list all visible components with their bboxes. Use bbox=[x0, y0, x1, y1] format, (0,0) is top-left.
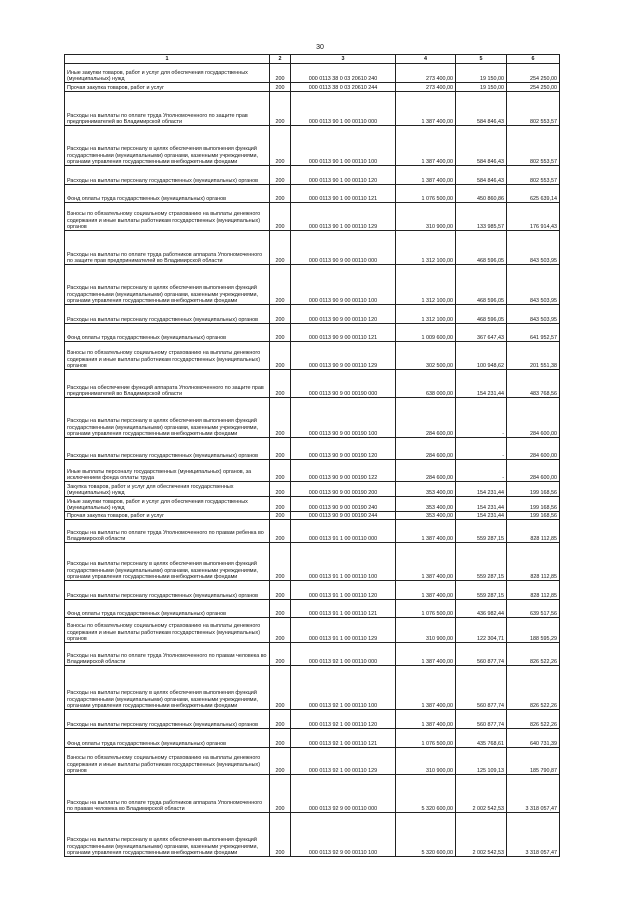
approved-amount-cell: 1 387 400,00 bbox=[396, 710, 456, 729]
unexecuted-amount-cell: 843 503,95 bbox=[507, 265, 560, 305]
expense-name-cell: Закупка товаров, работ и услуг для обеспечения государственных (муниципальных) нужд bbox=[65, 482, 270, 497]
table-row bbox=[65, 543, 560, 581]
unexecuted-amount-cell: 199 168,56 bbox=[507, 512, 560, 520]
table-row bbox=[65, 126, 560, 166]
expense-name-cell: Взносы по обязательному социальному страхованию на выплаты денежного содержания и иные выплаты работникам государственных (муниципальных) органов bbox=[65, 203, 270, 231]
expense-name-cell: Фонд оплаты труда государственных (муниципальных) органов bbox=[65, 600, 270, 618]
approved-amount-cell: 1 387 400,00 bbox=[396, 166, 456, 185]
admin-code-cell: 200 bbox=[270, 581, 291, 600]
admin-code-cell: 200 bbox=[270, 342, 291, 370]
executed-amount-cell: 154 231,44 bbox=[456, 497, 507, 512]
table-row bbox=[65, 813, 560, 857]
expense-name-cell: Расходы на выплаты по оплате труда работников аппарата Уполномоченного по правам человека во Владимирской области bbox=[65, 775, 270, 813]
budget-classification-code-cell: 000 0113 91 1 00 00110 000 bbox=[291, 520, 396, 543]
executed-amount-cell: 154 231,44 bbox=[456, 370, 507, 398]
executed-amount-cell: 450 860,86 bbox=[456, 185, 507, 203]
executed-amount-cell: 435 768,61 bbox=[456, 729, 507, 748]
unexecuted-amount-cell: 826 522,26 bbox=[507, 666, 560, 710]
budget-classification-code-cell: 000 0113 92 1 00 00110 121 bbox=[291, 729, 396, 748]
admin-code-cell: 200 bbox=[270, 398, 291, 438]
unexecuted-amount-cell: 284 600,00 bbox=[507, 460, 560, 482]
expense-name-cell: Иные закупки товаров, работ и услуг для обеспечения государственных (муниципальных) нужд bbox=[65, 497, 270, 512]
unexecuted-amount-cell: 201 551,38 bbox=[507, 342, 560, 370]
executed-amount-cell: - bbox=[456, 398, 507, 438]
admin-code-cell: 200 bbox=[270, 497, 291, 512]
executed-amount-cell: 584 846,43 bbox=[456, 126, 507, 166]
budget-classification-code-cell: 000 0113 91 1 00 00110 100 bbox=[291, 543, 396, 581]
table-row bbox=[65, 203, 560, 231]
admin-code-cell: 200 bbox=[270, 126, 291, 166]
budget-classification-code-cell: 000 0113 38 0 03 20610 240 bbox=[291, 64, 396, 83]
table-row bbox=[65, 305, 560, 324]
approved-amount-cell: 5 320 600,00 bbox=[396, 775, 456, 813]
admin-code-cell: 200 bbox=[270, 83, 291, 92]
table-row bbox=[65, 265, 560, 305]
expense-name-cell: Расходы на выплаты по оплате труда Уполномоченного по правам человека во Владимирской области bbox=[65, 643, 270, 666]
budget-execution-table bbox=[64, 54, 560, 857]
approved-amount-cell: 5 320 600,00 bbox=[396, 813, 456, 857]
approved-amount-cell: 1 387 400,00 bbox=[396, 666, 456, 710]
executed-amount-cell: 2 002 542,53 bbox=[456, 813, 507, 857]
admin-code-cell: 200 bbox=[270, 64, 291, 83]
expense-name-cell: Расходы на выплаты персоналу в целях обеспечения выполнения функций государственными (муниципальными) органами, казенными учреждениями, органами управления государственными внебюджетными фондами bbox=[65, 126, 270, 166]
table-body bbox=[65, 64, 560, 857]
expense-name-cell: Фонд оплаты труда государственных (муниципальных) органов bbox=[65, 729, 270, 748]
approved-amount-cell: 1 387 400,00 bbox=[396, 520, 456, 543]
expense-name-cell: Расходы на выплаты персоналу государственных (муниципальных) органов bbox=[65, 581, 270, 600]
table-row bbox=[65, 581, 560, 600]
table-row bbox=[65, 83, 560, 92]
budget-classification-code-cell: 000 0113 90 9 00 00110 120 bbox=[291, 305, 396, 324]
approved-amount-cell: 310 900,00 bbox=[396, 748, 456, 775]
approved-amount-cell: 1 076 500,00 bbox=[396, 600, 456, 618]
table-row bbox=[65, 600, 560, 618]
budget-classification-code-cell: 000 0113 90 9 00 00190 122 bbox=[291, 460, 396, 482]
budget-classification-code-cell: 000 0113 90 9 00 00190 100 bbox=[291, 398, 396, 438]
executed-amount-cell: - bbox=[456, 438, 507, 460]
executed-amount-cell: 436 982,44 bbox=[456, 600, 507, 618]
expense-name-cell: Взносы по обязательному социальному страхованию на выплаты денежного содержания и иные выплаты работникам государственных (муниципальных) органов bbox=[65, 342, 270, 370]
table-row bbox=[65, 482, 560, 497]
admin-code-cell: 200 bbox=[270, 775, 291, 813]
executed-amount-cell: 584 846,43 bbox=[456, 166, 507, 185]
column-header: 5 bbox=[456, 55, 507, 64]
executed-amount-cell: 559 287,15 bbox=[456, 520, 507, 543]
expense-name-cell: Расходы на выплаты персоналу государственных (муниципальных) органов bbox=[65, 438, 270, 460]
executed-amount-cell: 122 304,71 bbox=[456, 618, 507, 643]
expense-name-cell: Расходы на выплаты персоналу в целях обеспечения выполнения функций государственными (муниципальными) органами, казенными учреждениями, органами управления государственными внебюджетными фондами bbox=[65, 543, 270, 581]
executed-amount-cell: 19 150,00 bbox=[456, 83, 507, 92]
executed-amount-cell: 133 985,57 bbox=[456, 203, 507, 231]
expense-name-cell: Расходы на выплаты персоналу государственных (муниципальных) органов bbox=[65, 166, 270, 185]
expense-name-cell: Расходы на выплаты персоналу государственных (муниципальных) органов bbox=[65, 710, 270, 729]
table-row bbox=[65, 643, 560, 666]
budget-classification-code-cell: 000 0113 90 9 00 00110 100 bbox=[291, 265, 396, 305]
expense-name-cell: Расходы на выплаты персоналу в целях обеспечения выполнения функций государственными (муниципальными) органами, казенными учреждениями, органами управления государственными внебюджетными фондами bbox=[65, 666, 270, 710]
approved-amount-cell: 1 387 400,00 bbox=[396, 92, 456, 126]
table-row bbox=[65, 729, 560, 748]
budget-classification-code-cell: 000 0113 90 9 00 00190 244 bbox=[291, 512, 396, 520]
budget-classification-code-cell: 000 0113 92 1 00 00110 000 bbox=[291, 643, 396, 666]
unexecuted-amount-cell: 641 952,57 bbox=[507, 324, 560, 342]
approved-amount-cell: 1 387 400,00 bbox=[396, 643, 456, 666]
approved-amount-cell: 1 312 100,00 bbox=[396, 265, 456, 305]
unexecuted-amount-cell: 826 522,26 bbox=[507, 710, 560, 729]
unexecuted-amount-cell: 802 553,57 bbox=[507, 166, 560, 185]
expense-name-cell: Расходы на выплаты по оплате труда работников аппарата Уполномоченного по защите прав предпринимателей во Владимирской области bbox=[65, 231, 270, 265]
approved-amount-cell: 310 900,00 bbox=[396, 203, 456, 231]
column-header: 6 bbox=[507, 55, 560, 64]
admin-code-cell: 200 bbox=[270, 92, 291, 126]
unexecuted-amount-cell: 639 517,56 bbox=[507, 600, 560, 618]
expense-name-cell: Расходы на выплаты по оплате труда Уполномоченного по правам ребенка во Владимирской области bbox=[65, 520, 270, 543]
unexecuted-amount-cell: 802 553,57 bbox=[507, 92, 560, 126]
admin-code-cell: 200 bbox=[270, 324, 291, 342]
budget-classification-code-cell: 000 0113 90 9 00 00110 000 bbox=[291, 231, 396, 265]
executed-amount-cell: 559 287,15 bbox=[456, 543, 507, 581]
executed-amount-cell: 100 948,62 bbox=[456, 342, 507, 370]
approved-amount-cell: 353 400,00 bbox=[396, 482, 456, 497]
budget-classification-code-cell: 000 0113 90 9 00 00190 240 bbox=[291, 497, 396, 512]
approved-amount-cell: 284 600,00 bbox=[396, 398, 456, 438]
table-row bbox=[65, 370, 560, 398]
admin-code-cell: 200 bbox=[270, 512, 291, 520]
expense-name-cell: Расходы на выплаты по оплате труда Уполномоченного по защите прав предпринимателей во Владимирской области bbox=[65, 92, 270, 126]
admin-code-cell: 200 bbox=[270, 618, 291, 643]
table-row bbox=[65, 64, 560, 83]
admin-code-cell: 200 bbox=[270, 600, 291, 618]
admin-code-cell: 200 bbox=[270, 813, 291, 857]
approved-amount-cell: 1 387 400,00 bbox=[396, 126, 456, 166]
executed-amount-cell: 468 596,05 bbox=[456, 231, 507, 265]
table-row bbox=[65, 166, 560, 185]
unexecuted-amount-cell: 284 600,00 bbox=[507, 398, 560, 438]
table-row bbox=[65, 618, 560, 643]
table-row bbox=[65, 185, 560, 203]
approved-amount-cell: 284 600,00 bbox=[396, 460, 456, 482]
unexecuted-amount-cell: 625 639,14 bbox=[507, 185, 560, 203]
approved-amount-cell: 353 400,00 bbox=[396, 512, 456, 520]
approved-amount-cell: 1 076 500,00 bbox=[396, 185, 456, 203]
unexecuted-amount-cell: 843 503,95 bbox=[507, 305, 560, 324]
admin-code-cell: 200 bbox=[270, 729, 291, 748]
admin-code-cell: 200 bbox=[270, 305, 291, 324]
budget-classification-code-cell: 000 0113 91 1 00 00110 129 bbox=[291, 618, 396, 643]
approved-amount-cell: 353 400,00 bbox=[396, 497, 456, 512]
table-row bbox=[65, 497, 560, 512]
unexecuted-amount-cell: 176 914,43 bbox=[507, 203, 560, 231]
table-row bbox=[65, 92, 560, 126]
budget-classification-code-cell: 000 0113 90 1 00 00110 120 bbox=[291, 166, 396, 185]
unexecuted-amount-cell: 640 731,39 bbox=[507, 729, 560, 748]
table-row bbox=[65, 324, 560, 342]
budget-classification-code-cell: 000 0113 38 0 03 20610 244 bbox=[291, 83, 396, 92]
approved-amount-cell: 1 312 100,00 bbox=[396, 231, 456, 265]
admin-code-cell: 200 bbox=[270, 203, 291, 231]
expense-name-cell: Иные выплаты персоналу государственных (муниципальных) органов, за исключением фонда оплаты труда bbox=[65, 460, 270, 482]
table-row bbox=[65, 666, 560, 710]
admin-code-cell: 200 bbox=[270, 520, 291, 543]
admin-code-cell: 200 bbox=[270, 231, 291, 265]
budget-classification-code-cell: 000 0113 90 1 00 00110 000 bbox=[291, 92, 396, 126]
unexecuted-amount-cell: 188 595,29 bbox=[507, 618, 560, 643]
budget-classification-code-cell: 000 0113 90 1 00 00110 129 bbox=[291, 203, 396, 231]
executed-amount-cell: 560 877,74 bbox=[456, 710, 507, 729]
expense-name-cell: Прочая закупка товаров, работ и услуг bbox=[65, 512, 270, 520]
column-header: 4 bbox=[396, 55, 456, 64]
table-row bbox=[65, 398, 560, 438]
executed-amount-cell: 468 596,05 bbox=[456, 305, 507, 324]
column-number-row bbox=[65, 55, 560, 64]
unexecuted-amount-cell: 185 790,87 bbox=[507, 748, 560, 775]
executed-amount-cell: 559 287,15 bbox=[456, 581, 507, 600]
budget-classification-code-cell: 000 0113 90 9 00 00110 121 bbox=[291, 324, 396, 342]
unexecuted-amount-cell: 483 768,56 bbox=[507, 370, 560, 398]
executed-amount-cell: 125 109,13 bbox=[456, 748, 507, 775]
executed-amount-cell: 2 002 542,53 bbox=[456, 775, 507, 813]
unexecuted-amount-cell: 802 553,57 bbox=[507, 126, 560, 166]
table-row bbox=[65, 460, 560, 482]
table-row bbox=[65, 748, 560, 775]
unexecuted-amount-cell: 199 168,56 bbox=[507, 482, 560, 497]
approved-amount-cell: 284 600,00 bbox=[396, 438, 456, 460]
expense-name-cell: Взносы по обязательному социальному страхованию на выплаты денежного содержания и иные выплаты работникам государственных (муниципальных) органов bbox=[65, 748, 270, 775]
budget-classification-code-cell: 000 0113 90 9 00 00110 129 bbox=[291, 342, 396, 370]
page-number: 30 bbox=[316, 44, 324, 51]
unexecuted-amount-cell: 843 503,95 bbox=[507, 231, 560, 265]
approved-amount-cell: 1 387 400,00 bbox=[396, 581, 456, 600]
expense-name-cell: Расходы на выплаты персоналу в целях обеспечения выполнения функций государственными (муниципальными) органами, казенными учреждениями, органами управления государственными внебюджетными фондами bbox=[65, 813, 270, 857]
admin-code-cell: 200 bbox=[270, 482, 291, 497]
approved-amount-cell: 1 009 600,00 bbox=[396, 324, 456, 342]
budget-classification-code-cell: 000 0113 92 1 00 00110 120 bbox=[291, 710, 396, 729]
admin-code-cell: 200 bbox=[270, 370, 291, 398]
executed-amount-cell: 154 231,44 bbox=[456, 482, 507, 497]
unexecuted-amount-cell: 3 318 057,47 bbox=[507, 775, 560, 813]
column-header: 2 bbox=[270, 55, 291, 64]
budget-classification-code-cell: 000 0113 91 1 00 00110 121 bbox=[291, 600, 396, 618]
admin-code-cell: 200 bbox=[270, 438, 291, 460]
table-row bbox=[65, 710, 560, 729]
unexecuted-amount-cell: 3 318 057,47 bbox=[507, 813, 560, 857]
expense-name-cell: Фонд оплаты труда государственных (муниципальных) органов bbox=[65, 185, 270, 203]
admin-code-cell: 200 bbox=[270, 185, 291, 203]
approved-amount-cell: 1 076 500,00 bbox=[396, 729, 456, 748]
unexecuted-amount-cell: 284 600,00 bbox=[507, 438, 560, 460]
unexecuted-amount-cell: 199 168,56 bbox=[507, 497, 560, 512]
approved-amount-cell: 302 500,00 bbox=[396, 342, 456, 370]
unexecuted-amount-cell: 826 522,26 bbox=[507, 643, 560, 666]
expense-name-cell: Взносы по обязательному социальному страхованию на выплаты денежного содержания и иные выплаты работникам государственных (муниципальных) органов bbox=[65, 618, 270, 643]
expense-name-cell: Расходы на выплаты персоналу в целях обеспечения выполнения функций государственными (муниципальными) органами, казенными учреждениями, органами управления государственными внебюджетными фондами bbox=[65, 398, 270, 438]
executed-amount-cell: 560 877,74 bbox=[456, 643, 507, 666]
expense-name-cell: Расходы на выплаты персоналу в целях обеспечения выполнения функций государственными (муниципальными) органами, казенными учреждениями, органами управления государственными внебюджетными фондами bbox=[65, 265, 270, 305]
executed-amount-cell: 367 647,43 bbox=[456, 324, 507, 342]
budget-classification-code-cell: 000 0113 90 9 00 00190 120 bbox=[291, 438, 396, 460]
unexecuted-amount-cell: 254 250,00 bbox=[507, 83, 560, 92]
budget-classification-code-cell: 000 0113 92 1 00 00110 129 bbox=[291, 748, 396, 775]
admin-code-cell: 200 bbox=[270, 643, 291, 666]
executed-amount-cell: 584 846,43 bbox=[456, 92, 507, 126]
budget-classification-code-cell: 000 0113 90 9 00 00190 000 bbox=[291, 370, 396, 398]
approved-amount-cell: 638 000,00 bbox=[396, 370, 456, 398]
budget-classification-code-cell: 000 0113 90 1 00 00110 100 bbox=[291, 126, 396, 166]
expense-name-cell: Иные закупки товаров, работ и услуг для обеспечения государственных (муниципальных) нужд bbox=[65, 64, 270, 83]
table-row bbox=[65, 438, 560, 460]
unexecuted-amount-cell: 828 112,85 bbox=[507, 543, 560, 581]
budget-classification-code-cell: 000 0113 92 1 00 00110 100 bbox=[291, 666, 396, 710]
executed-amount-cell: 154 231,44 bbox=[456, 512, 507, 520]
executed-amount-cell: - bbox=[456, 460, 507, 482]
budget-classification-code-cell: 000 0113 92 9 00 00110 100 bbox=[291, 813, 396, 857]
approved-amount-cell: 310 900,00 bbox=[396, 618, 456, 643]
table-row bbox=[65, 520, 560, 543]
admin-code-cell: 200 bbox=[270, 460, 291, 482]
executed-amount-cell: 468 596,05 bbox=[456, 265, 507, 305]
table-row bbox=[65, 775, 560, 813]
table-row bbox=[65, 342, 560, 370]
column-header: 1 bbox=[65, 55, 270, 64]
approved-amount-cell: 1 312 100,00 bbox=[396, 305, 456, 324]
expense-name-cell: Расходы на выплаты персоналу государственных (муниципальных) органов bbox=[65, 305, 270, 324]
executed-amount-cell: 560 877,74 bbox=[456, 666, 507, 710]
unexecuted-amount-cell: 828 112,85 bbox=[507, 581, 560, 600]
budget-classification-code-cell: 000 0113 90 9 00 00190 200 bbox=[291, 482, 396, 497]
admin-code-cell: 200 bbox=[270, 710, 291, 729]
admin-code-cell: 200 bbox=[270, 265, 291, 305]
admin-code-cell: 200 bbox=[270, 666, 291, 710]
budget-classification-code-cell: 000 0113 91 1 00 00110 120 bbox=[291, 581, 396, 600]
table-row bbox=[65, 231, 560, 265]
approved-amount-cell: 273 400,00 bbox=[396, 83, 456, 92]
table-row bbox=[65, 512, 560, 520]
expense-name-cell: Прочая закупка товаров, работ и услуг bbox=[65, 83, 270, 92]
admin-code-cell: 200 bbox=[270, 166, 291, 185]
approved-amount-cell: 273 400,00 bbox=[396, 64, 456, 83]
budget-classification-code-cell: 000 0113 92 9 00 00110 000 bbox=[291, 775, 396, 813]
approved-amount-cell: 1 387 400,00 bbox=[396, 543, 456, 581]
expense-name-cell: Расходы на обеспечение функций аппарата Уполномоченного по защите прав предпринимателей во Владимирской области bbox=[65, 370, 270, 398]
unexecuted-amount-cell: 254 250,00 bbox=[507, 64, 560, 83]
unexecuted-amount-cell: 828 112,85 bbox=[507, 520, 560, 543]
executed-amount-cell: 19 150,00 bbox=[456, 64, 507, 83]
expense-name-cell: Фонд оплаты труда государственных (муниципальных) органов bbox=[65, 324, 270, 342]
column-header: 3 bbox=[291, 55, 396, 64]
budget-classification-code-cell: 000 0113 90 1 00 00110 121 bbox=[291, 185, 396, 203]
admin-code-cell: 200 bbox=[270, 543, 291, 581]
admin-code-cell: 200 bbox=[270, 748, 291, 775]
